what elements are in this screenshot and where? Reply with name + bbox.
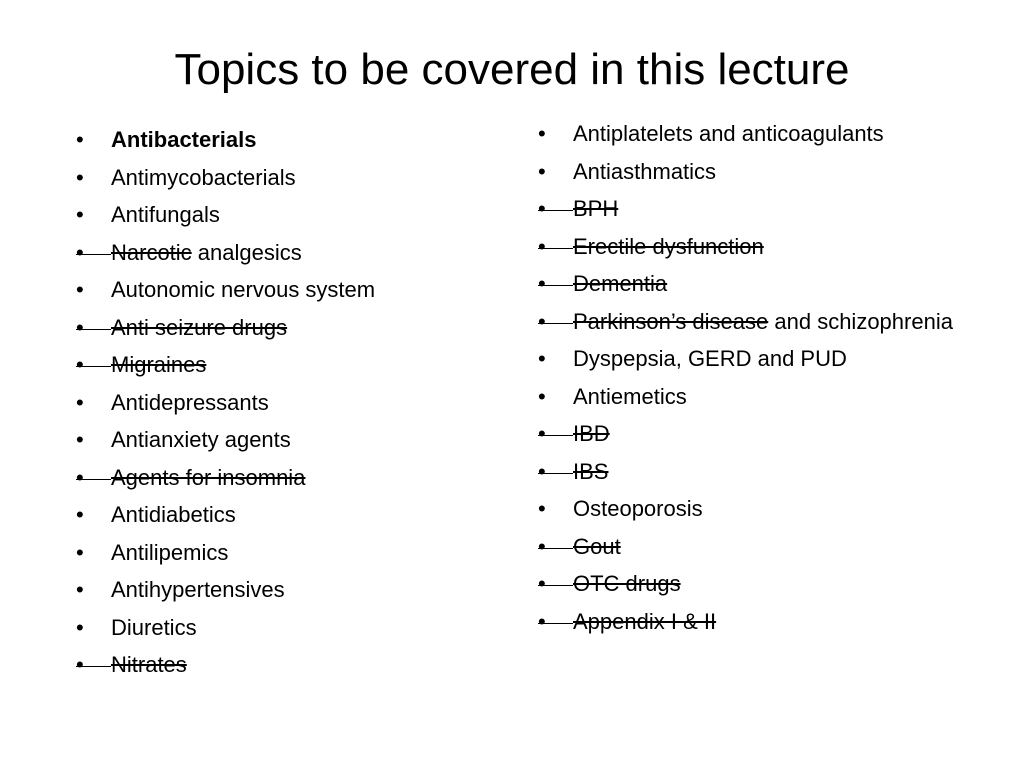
topic-item bbox=[538, 419, 998, 449]
topic-text bbox=[573, 532, 998, 562]
topic-text bbox=[111, 425, 516, 455]
bullet-dot: • bbox=[538, 608, 546, 634]
topic-struck-text: Agents for insomnia bbox=[111, 464, 306, 490]
topic-item bbox=[538, 607, 998, 637]
bullet-dot: • bbox=[76, 652, 84, 677]
bullet-dot: • bbox=[538, 196, 546, 221]
topic-text bbox=[573, 194, 998, 224]
bullet-dot: • bbox=[538, 496, 546, 521]
topic-item bbox=[76, 650, 516, 680]
topic-struck-text: Dementia bbox=[573, 271, 668, 296]
bullet-icon bbox=[76, 650, 111, 680]
bullet-icon bbox=[76, 538, 111, 568]
topic-item bbox=[538, 494, 998, 524]
bullet-dot: • bbox=[538, 233, 546, 259]
topic-plain-text: Antidiabetics bbox=[111, 502, 236, 527]
topic-item bbox=[538, 382, 998, 412]
bullet-icon bbox=[538, 457, 573, 487]
topic-item bbox=[538, 157, 998, 187]
topic-item bbox=[76, 275, 516, 305]
bullet-icon bbox=[538, 532, 573, 562]
bullet-dot: • bbox=[76, 239, 84, 265]
topic-item bbox=[538, 269, 998, 299]
topic-item bbox=[76, 538, 516, 568]
topic-item bbox=[76, 463, 516, 493]
bullet-icon bbox=[538, 232, 573, 262]
topic-item bbox=[76, 200, 516, 230]
slide-title: Topics to be covered in this lecture bbox=[174, 45, 850, 94]
bullet-dot: • bbox=[538, 571, 546, 596]
topic-struck-text: Nitrates bbox=[111, 652, 187, 677]
topic-plain-text: Dyspepsia, GERD and PUD bbox=[573, 346, 847, 371]
topic-item bbox=[538, 119, 998, 149]
topic-text bbox=[111, 575, 516, 605]
topic-struck-text: Parkinson’s disease bbox=[573, 308, 769, 334]
bullet-dot: • bbox=[76, 202, 84, 227]
topic-item bbox=[538, 344, 998, 374]
topic-text bbox=[111, 125, 516, 155]
bullet-icon bbox=[76, 388, 111, 418]
topic-plain-text: analgesics bbox=[191, 239, 302, 265]
topic-text bbox=[573, 269, 998, 299]
topic-struck-text: Erectile dysfunction bbox=[573, 233, 764, 259]
topic-plain-text: Antiemetics bbox=[573, 383, 687, 409]
bullet-dot: • bbox=[538, 121, 546, 146]
bullet-icon bbox=[538, 119, 573, 149]
topic-text bbox=[573, 607, 998, 637]
topic-item bbox=[76, 125, 516, 155]
bullet-icon bbox=[76, 275, 111, 305]
topic-item bbox=[76, 388, 516, 418]
bullet-dot: • bbox=[76, 427, 84, 452]
bullet-icon bbox=[538, 269, 573, 299]
bullet-icon bbox=[76, 313, 111, 343]
bullet-dot: • bbox=[76, 314, 84, 340]
topic-text bbox=[111, 613, 516, 643]
bullet-icon bbox=[76, 125, 111, 155]
topic-plain-text: Diuretics bbox=[111, 614, 197, 640]
bullet-dot: • bbox=[538, 421, 546, 446]
bullet-dot: • bbox=[76, 127, 84, 152]
topic-text bbox=[573, 119, 998, 149]
topic-plain-text: and schizophrenia bbox=[768, 308, 953, 334]
topic-item bbox=[76, 425, 516, 455]
topic-plain-text: Antidepressants bbox=[111, 389, 269, 415]
topic-plain-text: Antiasthmatics bbox=[573, 158, 717, 184]
topic-text bbox=[111, 500, 516, 530]
bullet-dot: • bbox=[76, 277, 84, 302]
topic-struck-text: Narcotic bbox=[111, 239, 192, 265]
topic-item bbox=[538, 194, 998, 224]
bullet-dot: • bbox=[76, 164, 84, 190]
topic-text bbox=[111, 163, 516, 193]
topic-text bbox=[111, 275, 516, 305]
topic-text bbox=[111, 313, 516, 343]
topic-plain-text: Antimycobacterials bbox=[111, 164, 296, 190]
bullet-icon bbox=[538, 569, 573, 599]
bullet-icon bbox=[76, 575, 111, 605]
bullet-dot: • bbox=[538, 271, 546, 296]
topic-text bbox=[573, 307, 998, 337]
bullet-dot: • bbox=[538, 308, 546, 334]
topic-item bbox=[538, 457, 998, 487]
topic-item bbox=[76, 163, 516, 193]
bullet-dot: • bbox=[538, 383, 546, 409]
topic-text bbox=[573, 157, 998, 187]
topic-plain-text: Autonomic nervous system bbox=[111, 277, 376, 302]
topic-item bbox=[76, 350, 516, 380]
topic-plain-text: Antianxiety agents bbox=[111, 427, 291, 452]
bullet-icon bbox=[76, 500, 111, 530]
bullet-icon bbox=[538, 607, 573, 637]
topic-struck-text: IBD bbox=[573, 421, 610, 446]
topic-struck-text: BPH bbox=[573, 196, 619, 221]
bullet-dot: • bbox=[76, 614, 84, 640]
bullet-dot: • bbox=[76, 539, 84, 565]
topic-text bbox=[111, 388, 516, 418]
topic-item bbox=[76, 238, 516, 268]
bullet-icon bbox=[76, 463, 111, 493]
topic-text bbox=[573, 569, 998, 599]
bullet-dot: • bbox=[538, 533, 546, 559]
topic-struck-text: Anti seizure drugs bbox=[111, 314, 288, 340]
bullet-dot: • bbox=[76, 352, 84, 377]
topic-struck-text: OTC drugs bbox=[573, 571, 681, 596]
topics-list-right bbox=[538, 119, 998, 644]
topic-plain-text: Antibacterials bbox=[111, 127, 257, 152]
bullet-icon bbox=[538, 157, 573, 187]
topic-struck-text: Gout bbox=[573, 533, 621, 559]
bullet-icon bbox=[538, 344, 573, 374]
bullet-icon bbox=[76, 163, 111, 193]
topic-text bbox=[573, 494, 998, 524]
topic-item bbox=[538, 569, 998, 599]
bullet-icon bbox=[538, 307, 573, 337]
topic-item bbox=[538, 232, 998, 262]
topic-item bbox=[538, 307, 998, 337]
topic-item bbox=[76, 575, 516, 605]
topic-text bbox=[573, 419, 998, 449]
bullet-icon bbox=[538, 194, 573, 224]
bullet-icon bbox=[538, 494, 573, 524]
topic-text bbox=[573, 382, 998, 412]
topic-struck-text: Migraines bbox=[111, 352, 207, 377]
bullet-icon bbox=[76, 425, 111, 455]
topic-text bbox=[573, 344, 998, 374]
bullet-dot: • bbox=[538, 346, 546, 371]
topic-text bbox=[111, 238, 516, 268]
bullet-dot: • bbox=[76, 389, 84, 415]
topic-plain-text: Osteoporosis bbox=[573, 496, 703, 521]
topic-text bbox=[111, 350, 516, 380]
topic-item bbox=[76, 500, 516, 530]
topic-plain-text: Antihypertensives bbox=[111, 577, 285, 602]
bullet-icon bbox=[76, 350, 111, 380]
topic-text bbox=[111, 538, 516, 568]
bullet-icon bbox=[76, 238, 111, 268]
topic-struck-text: Appendix I & II bbox=[573, 608, 717, 634]
topic-plain-text: Antilipemics bbox=[111, 539, 229, 565]
bullet-icon bbox=[76, 200, 111, 230]
topic-item bbox=[538, 532, 998, 562]
topic-plain-text: Antifungals bbox=[111, 202, 220, 227]
bullet-icon bbox=[538, 382, 573, 412]
bullet-icon bbox=[538, 419, 573, 449]
topic-item bbox=[76, 613, 516, 643]
topic-text bbox=[573, 457, 998, 487]
bullet-dot: • bbox=[76, 577, 84, 602]
bullet-dot: • bbox=[76, 464, 84, 490]
topic-struck-text: IBS bbox=[573, 458, 609, 484]
topic-plain-text: Antiplatelets and anticoagulants bbox=[573, 121, 884, 146]
bullet-dot: • bbox=[538, 458, 546, 484]
topic-text bbox=[111, 650, 516, 680]
topic-text bbox=[573, 232, 998, 262]
topic-item bbox=[76, 313, 516, 343]
bullet-dot: • bbox=[76, 502, 84, 527]
topic-text bbox=[111, 463, 516, 493]
bullet-dot: • bbox=[538, 158, 546, 184]
topic-text bbox=[111, 200, 516, 230]
bullet-icon bbox=[76, 613, 111, 643]
topics-list-left bbox=[76, 125, 516, 688]
